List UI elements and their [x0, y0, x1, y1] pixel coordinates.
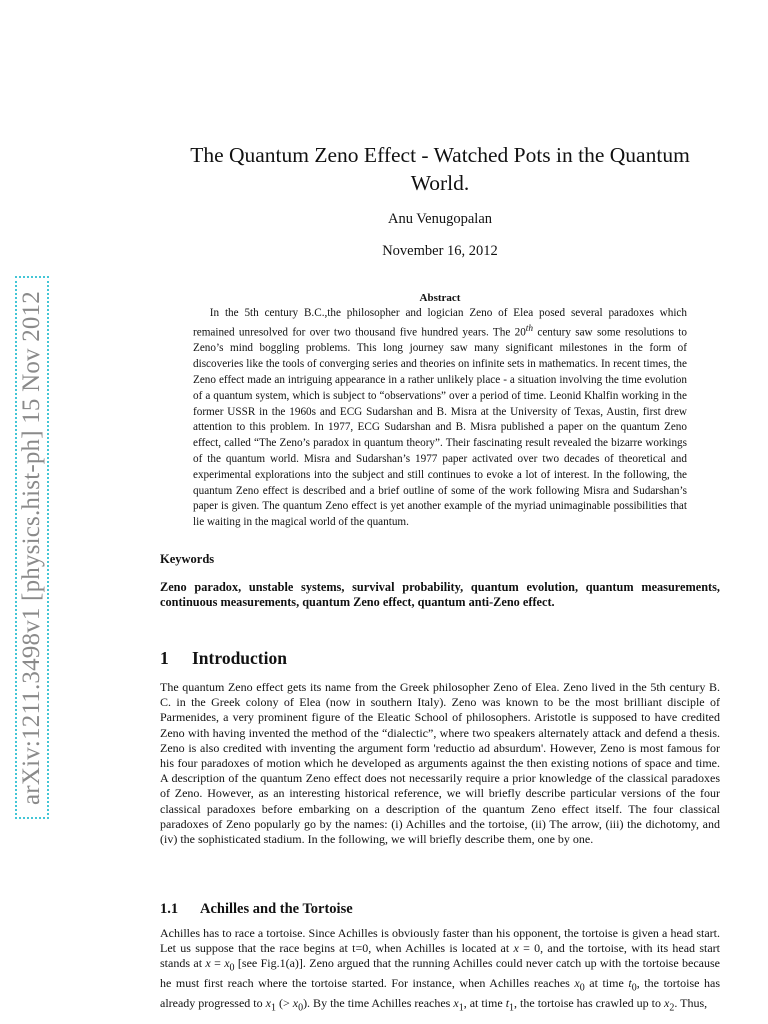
math-var: x: [574, 976, 580, 990]
text-run: , the tortoise has already progressed to: [160, 976, 721, 1010]
paper-title: The Quantum Zeno Effect - Watched Pots in the Quantum World.: [190, 143, 690, 195]
subsection-number: 1.1: [160, 901, 179, 917]
math-var: x: [292, 995, 299, 1010]
text-run: [see Fig.1(a)]. Zeno argued that the running Achilles could never catch up with the tortoise because he must first reach where the tortoise started. For instance, when Achilles reaches: [160, 956, 720, 990]
section-title: Introduction: [192, 648, 287, 668]
section-number: 1: [160, 648, 169, 668]
math-var: t: [628, 976, 632, 990]
text-run: (>: [275, 995, 293, 1010]
text-run: , the tortoise has crawled up to: [514, 995, 664, 1010]
math-var: x: [265, 995, 271, 1010]
section-heading-introduction: [160, 648, 287, 669]
math-subscript: 1: [509, 1001, 515, 1013]
text-run: ). By the time Achilles reaches: [303, 995, 454, 1010]
abstract-body: [193, 306, 687, 531]
text-run: = 0, and the tortoise, with its head start stands at: [160, 941, 720, 971]
math-subscript: 1: [458, 1001, 464, 1013]
subsection-heading-achilles: [160, 901, 353, 918]
math-var: x: [453, 995, 459, 1010]
text-run: Achilles has to race a tortoise. Since Achilles is obviously faster than his opponent, the tortoise is given a head start. Let us suppose that the race begins at t=0, when Achilles is located at: [160, 926, 720, 956]
text-run: . Thus,: [674, 995, 708, 1010]
keywords-list: Zeno paradox, unstable systems, survival probability, quantum evolution, quantum measurements, continuous measurements, quantum Zeno effect, quantum anti-Zeno effect.: [160, 580, 720, 609]
math-var: x: [224, 956, 230, 971]
abstract-text-part-2: century saw some resolutions to Zeno’s mind boggling problems. This long journey saw many significant milestones in the form of discoveries like the tools of converging series and theories on infinite sets in mathematics. In recent times, the Zeno effect made an intriguing appearance in a rather unlikely place - a situation involving the time evolution of a quantum system, which is subject to “observations” over a period of time. Leonid Khalfin working in the former USSR in the 1960s and ECG Sudarshan and B. Misra at the University of Texas, Austin, first drew attention to this problem. In 1977, ECG Sudarshan and B. Misra published a paper on the quantum Zeno effect, called “The Zeno’s paradox in quantum theory”. Their fascinating result revealed the bizarre workings of the quantum world. Misra and Sudarshan’s 1977 paper activated over two decades of theoretical and experimental explorations into the subject and still continues to evoke a lot of interest. In the following, the quantum Zeno effect is described and a brief outline of some of the work following Misra and Sudarshan’s paper is given. The quantum Zeno effect is yet another example of the myriad unimaginable possibilities that lie waiting in the magical world of the quantum.: [193, 326, 687, 529]
paper-author: Anu Venugopalan: [387, 211, 493, 227]
keywords-heading: Keywords: [160, 552, 215, 566]
achilles-paragraph: [160, 926, 720, 1015]
math-subscript: 2: [669, 1001, 675, 1013]
abstract-superscript: th: [525, 323, 534, 334]
math-subscript: 0: [298, 1001, 304, 1013]
math-var: x: [664, 995, 670, 1010]
abstract-text-part-1: In the 5th century B.C.,the philosopher and logician Zeno of Elea posed several paradoxes which remained unresolved for over two thousand five hundred years. The 20: [193, 307, 687, 339]
arxiv-identifier-stamp: [15, 276, 49, 819]
text-run: =: [210, 956, 225, 971]
math-subscript: 0: [229, 962, 235, 974]
text-run: , at time: [463, 995, 506, 1010]
arxiv-identifier-text: arXiv:1211.3498v1 [physics.hist-ph] 15 Nov 2012: [18, 290, 45, 805]
introduction-paragraph: The quantum Zeno effect gets its name from the Greek philosopher Zeno of Elea. Zeno lived in the 5th century B. C. in the Greek colony of Elea (now in southern Italy). Zeno was known to be the most brilliant disciple of Parmenides, a very prominent figure of the Eleatic School of philosophers. Aristotle is supposed to have credited Zeno with having invented the method of the “dialectic”, where two speakers alternately attack and defend a thesis. Zeno is also credited with inventing the argument form 'reductio ad absurdum'. However, Zeno is most famous for his four paradoxes of motion which he developed as arguments against the then existing notions of space and time. A description of the quantum Zeno effect does not necessarily require a prior knowledge of the classical paradoxes of Zeno. However, as an interesting historical reference, we will briefly describe particular versions of the four classical paradoxes before embarking on a description of the quantum Zeno effect itself. The four classical paradoxes of Zeno popularly go by the names: (i) Achilles and the tortoise, (ii) The arrow, (iii) the dichotomy, and (iv) the sophisticated stadium. In the following, we will briefly describe them, one by one.: [160, 680, 720, 847]
math-subscript: 0: [579, 982, 585, 994]
paper-date: November 16, 2012: [382, 243, 498, 259]
text-run: at time: [584, 976, 629, 990]
math-subscript: 0: [631, 982, 637, 994]
math-subscript: 1: [270, 1001, 276, 1013]
math-var: t: [505, 995, 510, 1010]
math-var: x: [513, 941, 519, 956]
subsection-title: Achilles and the Tortoise: [200, 901, 353, 917]
math-var: x: [205, 956, 211, 971]
abstract-heading: Abstract: [419, 292, 461, 304]
